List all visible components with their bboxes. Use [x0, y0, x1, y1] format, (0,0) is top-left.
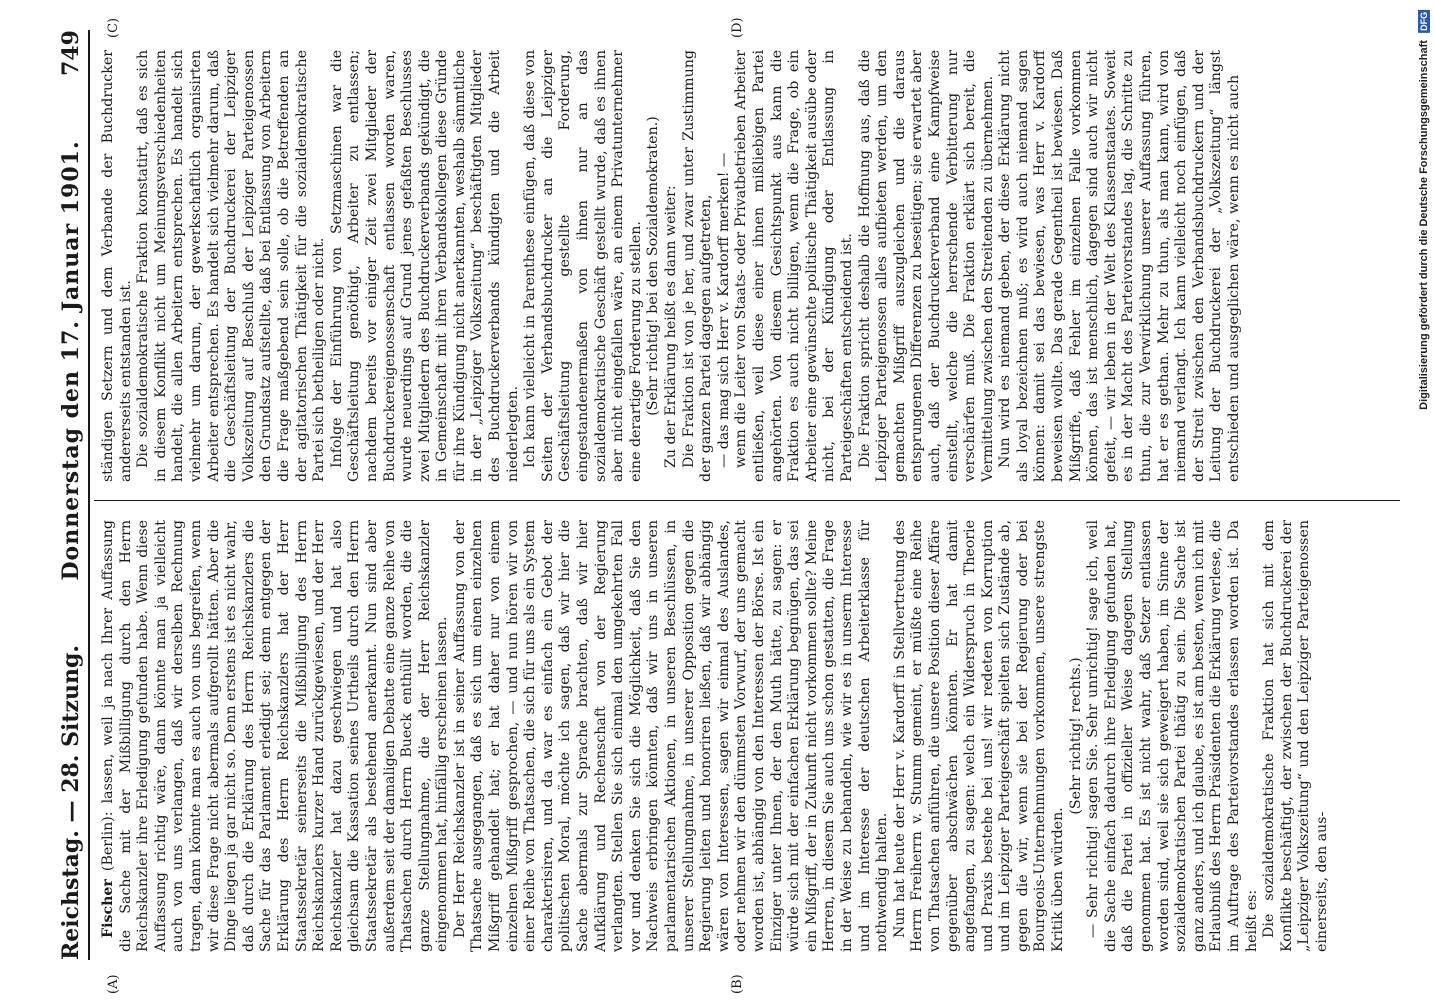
speaker-name: Fischer — [100, 879, 116, 938]
paragraph-text: Infolge der Einführung von Setzmaschinen war die Geschäftsleitung genöthigt, Arbeiter zu entlassen; nachdem bereits vor einiger Zeit zwei Mitglieder der Buchdruckereigenossenschaft entlassen worden waren, wurde neuerdings auf Grund jenes gefaßten Beschlusses zwei Mitgliedern des Buchdruckerverbands gekündigt, die in Gemeinschaft mit ihren Verbandskollegen diese Gründe für ihre Kündigung nicht anerkannten, weshalb sämmtliche in der „Leipziger Volkszeitung“ beschäftigten Mitglieder des Buchdruckerverbands kündigten und die Arbeit niederlegten. — [328, 50, 521, 482]
paragraph-text: (Berlin): lassen, weil ja nach Ihrer Auffassung die Sache mit der Mißbilligung durch den Herrn Reichskanzler ihre Erledigung gefunden habe. Wenn diese Auffassung richtig wäre, dann könnte man ja vielleicht auch von uns verlangen, daß wir derselben Rechnung tragen, dann könnte man es auch von uns begreifen, wenn wir diese Frage nicht abermals aufgerollt hätten. Aber die Dinge liegen ja gar nicht so. Denn erstens ist es nicht wahr, daß durch die Erklärung des Herrn Reichskanzlers die Sache für das Parlament erledigt sei; denn entgegen der Erklärung des Herrn Reichskanzlers hat der Herr Staatssekretär seinerseits die Mißbilligung des Herrn Reichskanzlers kurzer Hand zurückgewiesen, und der Herr Reichskanzler hat dazu geschwiegen und hat also gleichsam die Kassation seines Urtheils durch den Herrn Staatssekretär als bestehend anerkannt. Nun sind aber außerdem seit der damaligen Debatte eine ganze Reihe von Thatsachen durch Herrn Bueck enthüllt worden, die die ganze Stellungnahme, die der Herr Reichskanzler eingenommen hat, hinfällig erscheinen lassen. — [100, 520, 451, 952]
paragraph-text: ständigen Setzern und dem Verbande der Buchdrucker andererseits entstanden ist. — [100, 50, 134, 482]
paragraph — [135, 50, 329, 482]
paragraph-text: Die sozialdemokratische Fraktion hat sich mit dem Konflikte beschäftigt, der zwischen der Buchdruckerei der „Leipziger Volkszeitung“ und den Leipziger Parteigenossen einerseits, den aus- — [1261, 520, 1330, 952]
paragraph — [100, 50, 135, 482]
paragraph-text: Die sozialdemokratische Fraktion konstatirt, daß es sich in diesem Konflikt nicht um Meinungsverschiedenheiten handelt, die allen Arbeitern entsprechen. Es handelt sich vielmehr um darum, der gewerkschaftlich organisirten Arbeiter entsprechen. Es handelt sich vielmehr darum, daß die Geschäftsleitung der Buchdruckerei der Leipziger Volkszeitung auf Beschluß der Leipziger Parteigenossen den Grundsatz aufstellte, daß bei Entlassung von Arbeitern die Frage maßgebend sein solle, ob die Betreffenden an der agitatorischen Thätigkeit für die sozialdemokratische Partei sich betheiligen oder nicht. — [135, 50, 328, 482]
paragraph — [733, 50, 856, 482]
right-text-column — [100, 50, 1394, 482]
paragraph — [716, 50, 734, 482]
page-number: 749 — [58, 30, 84, 76]
paragraph-text: (Sehr richtig! rechts.) — [1067, 657, 1084, 815]
paragraph — [100, 520, 452, 952]
dfg-logo: DFG — [1419, 12, 1429, 31]
paragraph — [663, 50, 681, 482]
paragraph-text: Nun hat heute der Herr v. Kardorff in Stellvertretung des Herrn Freiherrn v. Stumm gemeint, er müßte eine Reihe von Thatsachen anführen, die unsere Position dieser Affäre gegenüber abschwächen könnten. Er hat damit angefangen, zu sagen: welch ein Widerspruch in Theorie und Praxis bestehe bei uns! wir redeten von Korruption und im Leipziger Parteigeschäft spielten sich Zustände ab, gegen die wir, wenn sie bei der Regierung oder bei Bourgeois-Unternehmungen vorkommen, unsere strengste Kritik üben würden. — [891, 520, 1067, 952]
digitization-credit — [1418, 10, 1430, 410]
paragraph-text: (Sehr richtig! bei den Sozialdemokraten.) — [645, 116, 662, 416]
paragraph-text: Nun wird es niemand geben, der diese Erklärung nicht als loyal bezeichnen muß; es wird auch niemand sagen können: damit sei das bewiesen, was Herr v. Kardorff beweisen wollte. Das gerade Gegentheil ist bewiesen. Daß Mißgriffe, daß Fehler im einzelnen Falle vorkommen können, das ist menschlich, dagegen sind auch wir nicht gefeit, — wir leben in der Welt des Klassenstaates. Soweit es in der Macht des Parteivorstandes lag, die Schritte zu thun, die zur Verwirklichung unserer Auffassung führen, hat er es gethan. Mehr zu thun, als man kann, wird von niemand verlangt. Ich kann vielleicht noch einfügen, daß der Streit zwischen den Verbandsbuchdruckern und der Leitung der Buchdruckerei der „Volkszeitung“ längst entschieden und ausgeglichen wäre, wenn es nicht auch — [997, 50, 1242, 482]
header-session: Reichstag. — 28. Sitzung. — [58, 644, 84, 960]
margin-marker-c: (C) — [106, 17, 121, 38]
paragraph — [329, 50, 523, 482]
header-date: Donnerstag den 17. Januar 1901. — [58, 140, 84, 581]
margin-marker-b: (B) — [730, 974, 745, 994]
paragraph-text: — Sehr richtig! sagen Sie. Sehr unrichtig! sage ich, weil die Sache einfach dadurch ihre Erledigung gefunden hat, daß die Partei in offizieller Weise dagegen Stellung genommen hat. Es ist nicht wahr, daß Setzer entlassen worden sind, weil sie sich geweigert haben, im Sinne der sozialdemokratischen Partei thätig zu sein. Die Sache ist ganz anders, und ich glaube, es ist am besten, wenn ich mit Erlaubniß des Herrn Präsidenten die Erklärung verlese, die im Auftrage des Parteivorstandes erlassen worden ist. Da heißt es: — [1085, 520, 1260, 952]
paragraph-text: Die Fraktion spricht deshalb die Hoffnung aus, daß die Leipziger Parteigenossen alles aufbieten werden, um den gemachten Mißgriff auszugleichen und die daraus entsprungenen Differenzen zu beseitigen; sie erwartet aber auch, daß der Buchdruckerverband eine Kampfweise einstellt, welche die herrschende Verbitterung nur verschärfen muß. Die Fraktion erklärt sich bereit, die Vermittelung zwischen den Streitenden zu übernehmen. — [856, 50, 996, 482]
paragraph — [1085, 520, 1261, 952]
paragraph-text: wenn die Leiter von Staats- oder Privatbetrieben Arbeiter entließen, weil diese einer ihnen mißliebigen Partei angehörten. Von diesem Gesichtspunkt aus kann die Fraktion es auch nicht billigen, wenn die Frage, ob ein Arbeiter eine gewünschte politische Thätigkeit ausübe oder nicht, bei der Kündigung oder Entlassung in Parteigeschäften entscheidend ist. — [733, 50, 855, 482]
paragraph-text: Zu der Erklärung heißt es dann weiter: — [663, 185, 679, 468]
paragraph — [857, 50, 998, 482]
paragraph-text: Die Fraktion ist von je her, und zwar unter Zustimmung der ganzen Partei dagegen aufgetreten, — [680, 50, 715, 482]
paragraph-text: Der Herr Reichskanzler ist in seiner Auffassung von der Thatsache ausgegangen, daß es sich um einen einzelnen Mißgriff gehandelt hat; er hat daher nur von einem einzelnen Mißgriff gesprochen, — und nun hören wir von einer Reihe von Thatsachen, die sich für uns als ein System charakterisiren, und da war es einfach ein Gebot der politischen Moral, möchte ich sagen, daß wir hier die Sache abermals zur Sprache brachten, daß wir hier Aufklärung und Rechenschaft von der Regierung verlangten. Stellen Sie sich einmal den umgekehrten Fall vor und denken Sie sich die Möglichkeit, daß Sie den Nachweis erbringen könnten, daß wir uns in unseren parlamentarischen Aktionen, in unseren Beschlüssen, in unserer Stellungnahme, in unserer Opposition gegen die Regierung leiten und honoriren ließen, daß wir abhängig wären von Interessen, sagen wir einmal des Auslandes, oder nehmen wir den dümmsten Vorwurf, der uns gemacht worden ist, abhängig von den Interessen der Börse. Ist ein Einziger unter Ihnen, der den Muth hätte, zu sagen: er würde sich mit der einfachen Erklärung begnügen, das sei ein Mißgriff, der in Zukunft nicht vorkommen sollte? Meine Herren, in diesem Sie auch uns schon gestatten, die Frage in der Weise zu behandeln, wie wir es in unserm Interesse und im Interesse der deutschen Arbeiterklasse für nothwendig halten. — [451, 520, 891, 952]
left-text-column — [100, 520, 1394, 952]
paragraph — [522, 50, 645, 482]
paragraph-text: — das mag sich Herr v. Kardorff merken! — — [715, 152, 732, 468]
page-header — [48, 30, 90, 960]
paragraph-text: Ich kann vielleicht in Parenthese einfügen, daß diese von Seiten der Verbandsbuchdrucker an die Leipziger Geschäftsleitung gestellte Forderung, eingestandenermaßen von ihnen nur an das sozialdemokratische Geschäft gestellt wurde, daß es ihnen aber nicht eingefallen wäre, an einem Privatunternehmer eine derartige Forderung zu stellen. — [522, 50, 644, 482]
paragraph — [452, 520, 892, 952]
margin-marker-a: (A) — [106, 974, 121, 994]
paragraph — [892, 520, 1068, 952]
newspaper-page — [30, 0, 1420, 1000]
paragraph — [1261, 520, 1331, 952]
credit-text: Digitalisierung gefördert durch die Deutsche Forschungsgemeinschaft — [1418, 40, 1430, 410]
column-divider — [94, 500, 1400, 501]
paragraph — [681, 50, 716, 482]
margin-marker-d: (D) — [730, 17, 745, 38]
paragraph — [1068, 520, 1086, 952]
paragraph — [997, 50, 1243, 482]
paragraph — [645, 50, 663, 482]
